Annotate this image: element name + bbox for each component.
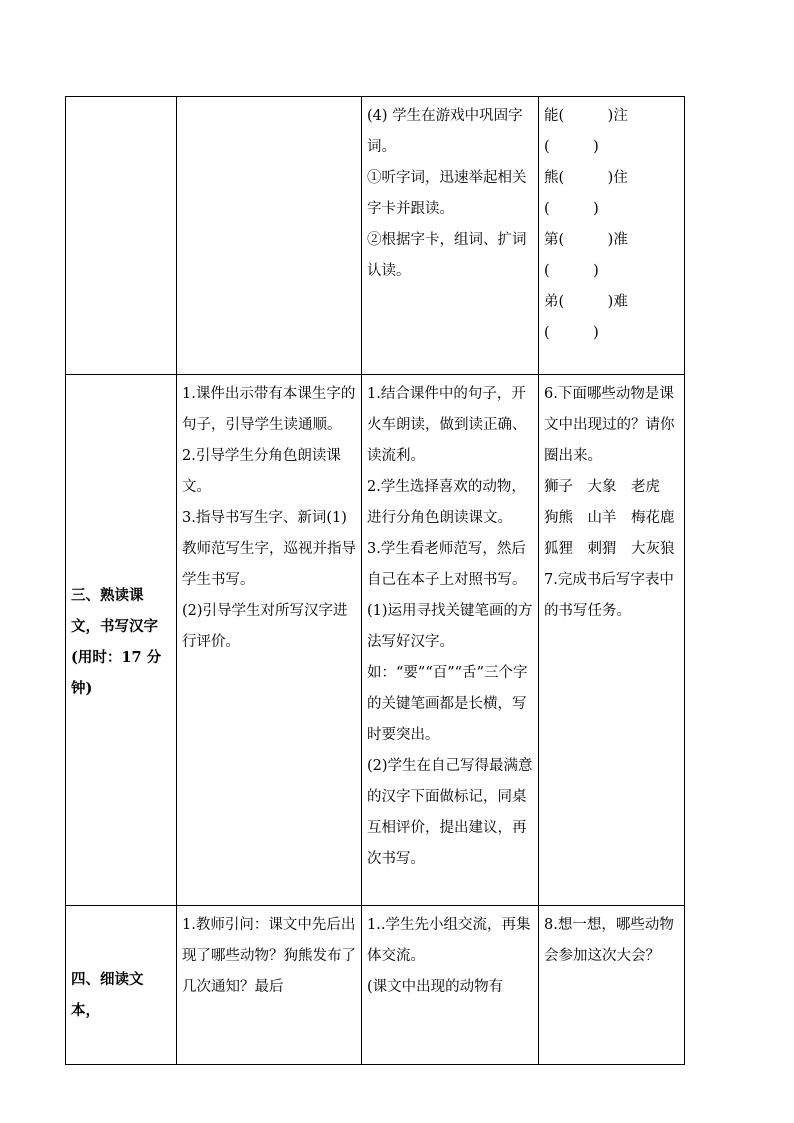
stage-title: 三、熟读课文，书写汉字(用时：17 分钟) [71,587,162,697]
table-row [66,97,685,375]
table-row [66,906,685,1065]
student-activity: ②根据字卡，组词、扩词认读。 [367,232,527,279]
exercise-line: 6.下面哪些动物是课文中出现过的？请你圈出来。 [544,386,675,464]
teacher-activity: (2)引导学生对所写汉字进行评价。 [182,603,348,650]
teacher-activity: 3.指导书写生字、新词(1)教师范写生字，巡视并指导学生书写。 [182,510,356,588]
teacher-activity-cell [177,375,362,906]
student-activity: 3.学生看老师范写，然后自己在本子上对照书写。 [367,541,527,588]
exercise-line: 弟( )难 [544,294,628,310]
lesson-plan-table [65,96,685,1065]
design-cell [539,97,685,375]
student-activity: 2.学生选择喜欢的动物，进行分角色朗读课文。 [367,479,526,526]
design-cell [539,906,685,1065]
table-row [66,375,685,906]
teacher-activity-cell [177,97,362,375]
exercise-line: ( ) [544,201,599,217]
teacher-activity: 1.教师引问：课文中先后出现了哪些动物？狗熊发布了几次通知？最后 [182,917,356,995]
student-activity: 1..学生先小组交流，再集体交流。 [367,917,531,964]
exercise-line: 第( )准 [544,232,628,248]
student-activity: 1.结合课件中的句子，开火车朗读，做到读正确、读流利。 [367,386,527,464]
exercise-line: ( ) [544,139,599,155]
student-activity: (课文中出现的动物有 [367,979,504,995]
student-activity: (2)学生在自己写得最满意的汉字下面做标记，同桌互相评价，提出建议，再次书写。 [367,758,533,867]
design-cell [539,375,685,906]
teacher-activity-cell [177,906,362,1065]
student-activity: (1)运用寻找关键笔画的方法写好汉字。如：“要”“百”“舌”三个字的关键笔画都是长横，写时要突出。 [367,603,533,743]
student-activity: ①听字词，迅速举起相关字卡并跟读。 [367,170,527,217]
exercise-line: 8.想一想，哪些动物会参加这次大会？ [544,917,674,964]
exercise-line: ( ) [544,325,599,341]
stage-cell [66,97,177,375]
exercise-line: 熊( )住 [544,170,628,186]
stage-cell [66,906,177,1065]
student-activity: (4) 学生在游戏中巩固字词。 [367,108,523,155]
student-activity-cell [362,97,539,375]
student-activity-cell [362,906,539,1065]
stage-cell [66,375,177,906]
exercise-line: ( ) [544,263,599,279]
stage-title: 四、细读文本， [71,971,144,1019]
teacher-activity: 2.引导学生分角色朗读课文。 [182,448,341,495]
exercise-line: 能( )注 [544,108,628,124]
teacher-activity: 1.课件出示带有本课生字的句子，引导学生读通顺。 [182,386,356,433]
student-activity-cell [362,375,539,906]
exercise-line: 狮子 大象 老虎 狗熊 山羊 梅花鹿狐狸 刺猬 大灰狼7.完成书后写字表中的书写任务。 [544,479,675,619]
